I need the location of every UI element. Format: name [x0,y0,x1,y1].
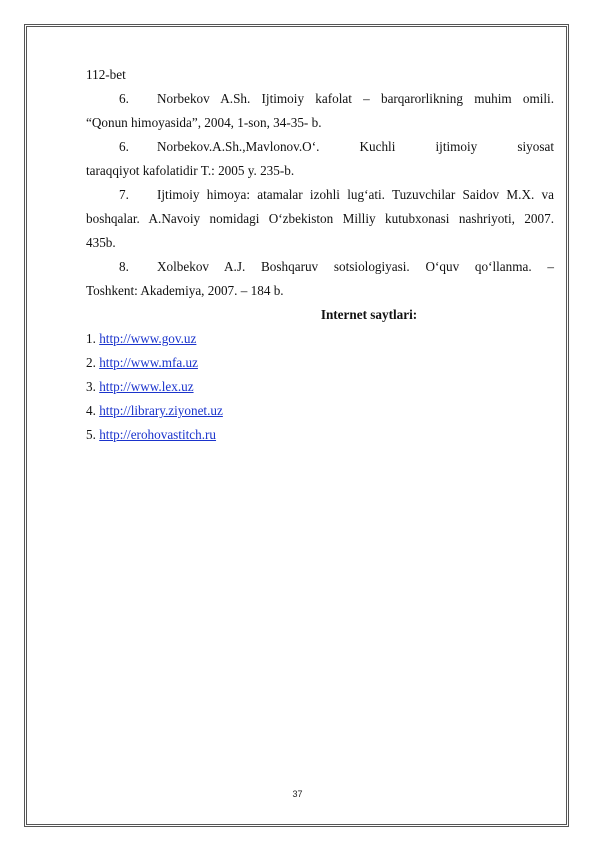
link-item [86,351,554,375]
link-number: 2. [86,355,96,370]
link-number: 5. [86,427,96,442]
reference-continuation: taraqqiyot kafolatidir T.: 2005 y. 235-b. [86,163,295,178]
link-lex-uz[interactable]: http://www.lex.uz [99,379,194,394]
reference-text: Norbekov A.Sh. Ijtimoiy kafolat – barqarorlikning muhim omili. [157,91,554,106]
reference-text: Norbekov.A.Sh.,Mavlonov.O‘. Kuchli ijtimoiy siyosat [157,139,554,154]
internet-heading: Internet saytlari: [320,307,418,322]
link-item [86,399,554,423]
reference-item [86,135,554,159]
link-item [86,423,554,447]
link-library-ziyonet[interactable]: http://library.ziyonet.uz [99,403,223,418]
link-gov-uz[interactable]: http://www.gov.uz [99,331,197,346]
reference-number: 6. [119,139,129,154]
reference-continuation: boshqalar. A.Navoiy nomidagi O‘zbekiston Milliy kutubxonasi nashriyoti, 2007. [86,211,554,226]
reference-item [86,183,554,207]
reference-continuation: “Qonun himoyasida”, 2004, 1-son, 34-35- b. [86,115,322,130]
reference-text: Ijtimoiy himoya: atamalar izohli lug‘ati. Tuzuvchilar Saidov M.X. va [157,187,554,202]
reference-number: 8. [119,259,129,274]
page-number: 37 [292,789,303,799]
link-mfa-uz[interactable]: http://www.mfa.uz [99,355,198,370]
top-fragment: 112-bet [86,67,126,82]
reference-continuation: 435b. [86,235,116,250]
link-number: 3. [86,379,96,394]
link-item [86,327,554,351]
reference-item [86,255,554,279]
reference-item [86,87,554,111]
reference-continuation: Toshkent: Akademiya, 2007. – 184 b. [86,283,284,298]
reference-number: 6. [119,91,129,106]
link-item [86,375,554,399]
reference-text: Xolbekov A.J. Boshqaruv sotsiologiyasi. O‘quv qo‘llanma. – [157,259,554,274]
link-number: 4. [86,403,96,418]
reference-number: 7. [119,187,129,202]
link-erohovastitch[interactable]: http://erohovastitch.ru [99,427,217,442]
page-content [86,63,554,447]
link-number: 1. [86,331,96,346]
